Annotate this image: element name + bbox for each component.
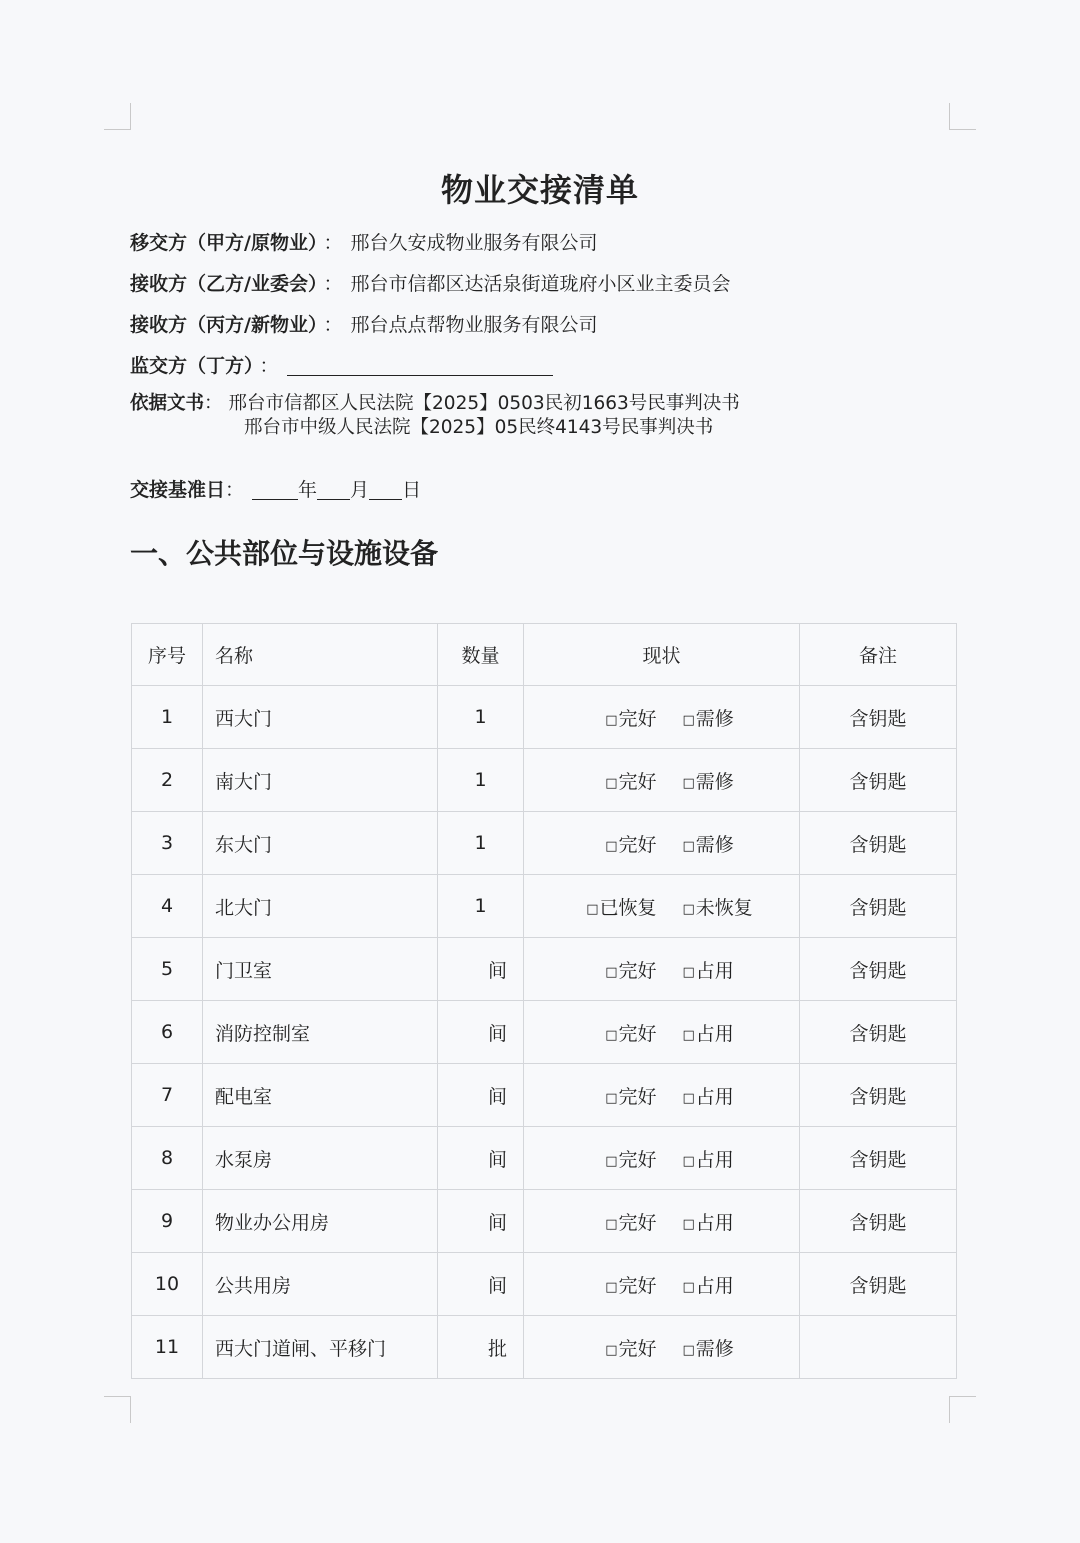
table-row — [132, 1316, 957, 1379]
status-option-2[interactable] — [657, 1271, 787, 1298]
option-label: 完好 — [618, 1022, 657, 1045]
option-label: 完好 — [618, 833, 657, 856]
status-option-2[interactable] — [657, 956, 787, 983]
cell-no: 8 — [132, 1127, 203, 1190]
colon: ： — [323, 314, 343, 336]
status-option-2[interactable] — [657, 1208, 787, 1235]
option-label: 完好 — [618, 959, 657, 982]
basis-label: 依据文书 — [130, 393, 205, 414]
checkbox-icon[interactable]: □ — [682, 712, 695, 728]
cell-no: 10 — [132, 1253, 203, 1316]
cell-note: 含钥匙 — [800, 875, 957, 938]
checkbox-icon[interactable]: □ — [605, 838, 618, 854]
cell-qty — [438, 938, 524, 1001]
checkbox-icon[interactable]: □ — [605, 1153, 618, 1169]
cell-name: 南大门 — [203, 749, 438, 812]
supervisor-label: 监交方（丁方） — [130, 355, 254, 377]
checkbox-icon[interactable]: □ — [682, 1216, 695, 1232]
cell-name: 配电室 — [203, 1064, 438, 1127]
cell-note: 含钥匙 — [800, 1001, 957, 1064]
option-label: 完好 — [618, 707, 657, 730]
cell-status — [524, 812, 800, 875]
cell-no: 7 — [132, 1064, 203, 1127]
cell-note: 含钥匙 — [800, 1190, 957, 1253]
checkbox-icon[interactable]: □ — [682, 775, 695, 791]
qty-value: 间 — [487, 1148, 507, 1171]
cell-note: 含钥匙 — [800, 812, 957, 875]
page-corner-mark — [949, 103, 976, 130]
cell-note: 含钥匙 — [800, 1127, 957, 1190]
status-option-1[interactable] — [537, 956, 657, 983]
qty-value: 1 — [474, 769, 487, 791]
qty-value: 间 — [487, 1211, 507, 1234]
cell-qty — [438, 1316, 524, 1379]
party-supervisor — [130, 351, 553, 378]
year-unit: 年 — [298, 479, 318, 501]
cell-qty — [438, 749, 524, 812]
checkbox-icon[interactable]: □ — [682, 838, 695, 854]
status-option-2[interactable] — [657, 1145, 787, 1172]
cell-no: 2 — [132, 749, 203, 812]
checkbox-icon[interactable]: □ — [682, 1090, 695, 1106]
status-option-1[interactable] — [537, 1082, 657, 1109]
header-qty: 数量 — [438, 624, 524, 686]
qty-value: 1 — [474, 895, 487, 917]
option-label: 占用 — [695, 1274, 734, 1297]
cell-name: 消防控制室 — [203, 1001, 438, 1064]
status-option-1[interactable] — [537, 704, 657, 731]
basis-line-2: 邢台市中级人民法院【2025】05民终4143号民事判决书 — [244, 417, 714, 438]
option-label: 需修 — [695, 707, 734, 730]
party-receiver-committee — [130, 269, 730, 296]
option-label: 完好 — [618, 1085, 657, 1108]
cell-name: 物业办公用房 — [203, 1190, 438, 1253]
cell-status — [524, 749, 800, 812]
cell-no: 6 — [132, 1001, 203, 1064]
date-colon: ： — [225, 479, 245, 501]
page-corner-mark — [104, 103, 131, 130]
checkbox-icon[interactable]: □ — [605, 712, 618, 728]
table-body — [132, 686, 957, 1379]
checkbox-icon[interactable]: □ — [605, 1216, 618, 1232]
handover-date — [130, 475, 421, 502]
cell-name: 公共用房 — [203, 1253, 438, 1316]
table-row — [132, 686, 957, 749]
checkbox-icon[interactable]: □ — [605, 1027, 618, 1043]
cell-status — [524, 1253, 800, 1316]
cell-name: 西大门 — [203, 686, 438, 749]
table-row — [132, 875, 957, 938]
table-row — [132, 749, 957, 812]
cell-name: 西大门道闸、平移门 — [203, 1316, 438, 1379]
checkbox-icon[interactable]: □ — [682, 1279, 695, 1295]
status-option-2[interactable] — [657, 830, 787, 857]
document-title: 物业交接清单 — [440, 171, 639, 209]
status-option-1[interactable] — [537, 893, 657, 920]
day-blank — [369, 481, 402, 500]
cell-note: 含钥匙 — [800, 686, 957, 749]
party-value: 邢台市信都区达活泉街道珑府小区业主委员会 — [350, 273, 731, 295]
cell-qty — [438, 1127, 524, 1190]
cell-status — [524, 1001, 800, 1064]
qty-value: 1 — [474, 706, 487, 728]
header-note: 备注 — [800, 624, 957, 686]
cell-status — [524, 1127, 800, 1190]
status-option-1[interactable] — [537, 1334, 657, 1361]
qty-value: 间 — [487, 1085, 507, 1108]
checkbox-icon[interactable]: □ — [586, 901, 599, 917]
cell-status — [524, 938, 800, 1001]
status-option-1[interactable] — [537, 1208, 657, 1235]
option-label: 完好 — [618, 1274, 657, 1297]
cell-no: 9 — [132, 1190, 203, 1253]
table-header-row — [132, 624, 957, 686]
cell-no: 3 — [132, 812, 203, 875]
table-row — [132, 812, 957, 875]
option-label: 占用 — [695, 1211, 734, 1234]
party-label: 接收方（乙方/业委会） — [130, 273, 318, 295]
month-unit: 月 — [350, 479, 370, 501]
cell-qty — [438, 686, 524, 749]
cell-qty — [438, 812, 524, 875]
table-row — [132, 1127, 957, 1190]
month-blank — [317, 481, 350, 500]
table-row — [132, 1190, 957, 1253]
option-label: 需修 — [695, 1337, 734, 1360]
party-transferor — [130, 228, 597, 255]
status-option-1[interactable] — [537, 1145, 657, 1172]
qty-value: 间 — [487, 1274, 507, 1297]
cell-status — [524, 1190, 800, 1253]
cell-note: 含钥匙 — [800, 1253, 957, 1316]
cell-note: 含钥匙 — [800, 1064, 957, 1127]
option-label: 已恢复 — [599, 896, 657, 919]
qty-value: 间 — [487, 1022, 507, 1045]
checkbox-icon[interactable]: □ — [682, 1342, 695, 1358]
table-row — [132, 1001, 957, 1064]
table-row — [132, 938, 957, 1001]
option-label: 完好 — [618, 1337, 657, 1360]
checkbox-icon[interactable]: □ — [682, 1027, 695, 1043]
option-label: 需修 — [695, 770, 734, 793]
cell-name: 东大门 — [203, 812, 438, 875]
basis-text: 邢台市信都区人民法院【2025】0503民初1663号民事判决书 — [228, 393, 740, 414]
colon: ： — [323, 273, 343, 295]
supervisor-blank — [287, 357, 553, 376]
basis-line-1 — [130, 389, 740, 415]
cell-status — [524, 875, 800, 938]
year-blank — [252, 481, 298, 500]
status-option-1[interactable] — [537, 1271, 657, 1298]
cell-name: 水泵房 — [203, 1127, 438, 1190]
status-option-1[interactable] — [537, 767, 657, 794]
option-label: 完好 — [618, 1211, 657, 1234]
cell-name: 北大门 — [203, 875, 438, 938]
checkbox-icon[interactable]: □ — [605, 775, 618, 791]
status-option-2[interactable] — [657, 1334, 787, 1361]
status-option-1[interactable] — [537, 830, 657, 857]
option-label: 未恢复 — [695, 896, 753, 919]
date-label: 交接基准日 — [130, 479, 226, 501]
cell-note — [800, 1316, 957, 1379]
checkbox-icon[interactable]: □ — [605, 1090, 618, 1106]
cell-no: 5 — [132, 938, 203, 1001]
party-label: 移交方（甲方/原物业） — [130, 232, 318, 254]
status-option-2[interactable] — [657, 1019, 787, 1046]
cell-note: 含钥匙 — [800, 749, 957, 812]
status-option-1[interactable] — [537, 1019, 657, 1046]
party-label: 接收方（丙方/新物业） — [130, 314, 318, 336]
qty-value: 1 — [474, 832, 487, 854]
cell-no: 1 — [132, 686, 203, 749]
option-label: 占用 — [695, 1148, 734, 1171]
cell-status — [524, 1316, 800, 1379]
option-label: 完好 — [618, 1148, 657, 1171]
facilities-table — [131, 623, 957, 1379]
checkbox-icon[interactable]: □ — [605, 1279, 618, 1295]
cell-name: 门卫室 — [203, 938, 438, 1001]
table-row — [132, 1064, 957, 1127]
header-status: 现状 — [524, 624, 800, 686]
cell-status — [524, 1064, 800, 1127]
page-corner-mark — [949, 1396, 976, 1423]
cell-status — [524, 686, 800, 749]
option-label: 完好 — [618, 770, 657, 793]
status-option-2[interactable] — [657, 704, 787, 731]
option-label: 占用 — [695, 1022, 734, 1045]
colon: ： — [323, 232, 343, 254]
day-unit: 日 — [402, 479, 422, 501]
checkbox-icon[interactable]: □ — [682, 964, 695, 980]
party-value: 邢台久安成物业服务有限公司 — [350, 232, 598, 254]
cell-qty — [438, 1064, 524, 1127]
header-no: 序号 — [132, 624, 203, 686]
party-receiver-new-property — [130, 310, 597, 337]
party-value: 邢台点点帮物业服务有限公司 — [350, 314, 598, 336]
qty-value: 间 — [487, 959, 507, 982]
basis-colon: ： — [204, 393, 223, 414]
option-label: 需修 — [695, 833, 734, 856]
qty-value: 批 — [487, 1337, 507, 1360]
cell-note: 含钥匙 — [800, 938, 957, 1001]
page-corner-mark — [104, 1396, 131, 1423]
option-label: 占用 — [695, 959, 734, 982]
cell-qty — [438, 1001, 524, 1064]
checkbox-icon[interactable]: □ — [605, 1342, 618, 1358]
cell-qty — [438, 1253, 524, 1316]
option-label: 占用 — [695, 1085, 734, 1108]
cell-no: 4 — [132, 875, 203, 938]
cell-qty — [438, 1190, 524, 1253]
checkbox-icon[interactable]: □ — [682, 1153, 695, 1169]
cell-no: 11 — [132, 1316, 203, 1379]
table-row — [132, 1253, 957, 1316]
section-heading: 一、公共部位与设施设备 — [130, 537, 439, 570]
checkbox-icon[interactable]: □ — [682, 901, 695, 917]
colon: ： — [259, 355, 279, 377]
status-option-2[interactable] — [657, 1082, 787, 1109]
status-option-2[interactable] — [657, 893, 787, 920]
checkbox-icon[interactable]: □ — [605, 964, 618, 980]
cell-qty — [438, 875, 524, 938]
header-name: 名称 — [203, 624, 438, 686]
status-option-2[interactable] — [657, 767, 787, 794]
